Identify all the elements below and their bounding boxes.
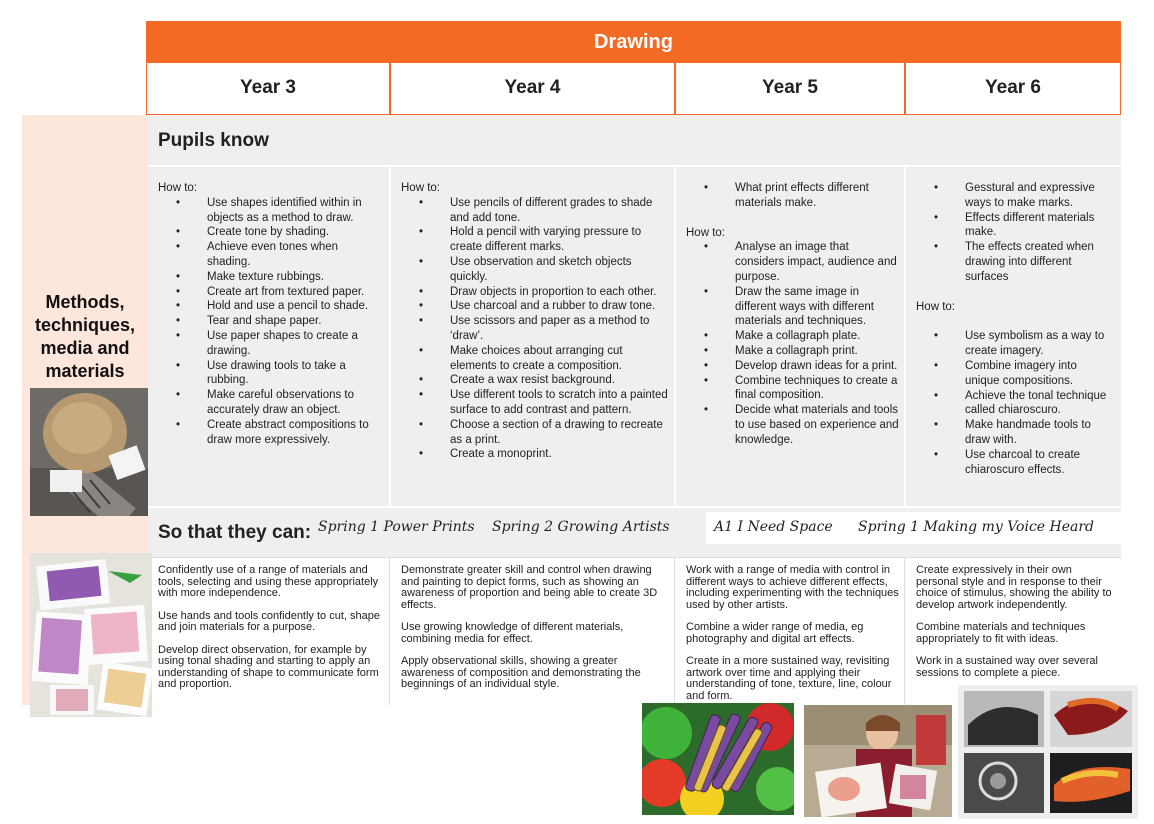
know-pre-list: [686, 181, 900, 211]
can-year4: [401, 565, 667, 702]
can-year5: [686, 565, 900, 713]
how-to-label: How to:: [916, 300, 955, 313]
column-divider: [674, 558, 675, 705]
can-item: Work in a sustained way over several sessions to complete a piece.: [916, 655, 1098, 679]
so-that-label: So that they can:: [158, 522, 312, 543]
list-item: • Make handmade tools to draw with.: [916, 418, 1112, 448]
unit-label: Spring 2 Growing Artists: [492, 519, 670, 535]
list-item: • Draw the same image in different ways with different materials and techniques.: [686, 285, 900, 329]
photo-child-print: [804, 705, 952, 817]
know-pre-list: [916, 181, 1112, 285]
know-year5: [686, 181, 900, 448]
list-item: • Tear and shape paper.: [158, 314, 383, 329]
know-list: [401, 196, 669, 462]
column-divider: [389, 167, 391, 506]
how-to-label: How to:: [158, 182, 197, 194]
list-item: • Make texture rubbings.: [158, 270, 383, 285]
list-item: • Hold and use a pencil to shade.: [158, 299, 383, 314]
column-divider: [904, 167, 906, 506]
list-item: • Make a collagraph plate.: [686, 329, 900, 344]
photo-collage: [642, 703, 794, 815]
know-list: [916, 329, 1112, 477]
list-item: • Draw objects in proportion to each other.: [401, 285, 669, 300]
list-item: • Make careful observations to accurately draw an object.: [158, 388, 383, 418]
unit-label: Spring 1 Making my Voice Heard: [858, 519, 1095, 535]
list-item: • Create a wax resist background.: [401, 373, 669, 388]
list-item: • Use drawing tools to take a rubbing.: [158, 359, 383, 389]
know-list: [158, 196, 383, 448]
know-year3: [158, 181, 383, 447]
list-item: • Combine imagery into unique compositions.: [916, 359, 1112, 389]
rubbings-image: [30, 553, 152, 717]
know-year6: [916, 181, 1112, 477]
unit-label: Spring 1 Power Prints: [318, 519, 475, 535]
list-item: • Make choices about arranging cut elements to create a composition.: [401, 344, 669, 374]
know-list: [686, 240, 900, 447]
photo-rubbings: [30, 553, 152, 717]
page-title: Drawing: [146, 21, 1121, 63]
year-header-6: Year 6: [905, 63, 1121, 115]
can-item: Create expressively in their own personal style and in response to their choice of stimulus, showing the ability to develop artwork independently.: [916, 564, 1112, 611]
list-item: • Use different tools to scratch into a painted surface to add contrast and pattern.: [401, 388, 669, 418]
row-divider: [148, 557, 1121, 558]
list-item: • Create a monoprint.: [401, 447, 669, 462]
list-item: • Effects different materials make.: [916, 211, 1112, 241]
pupils-know-label: Pupils know: [158, 130, 269, 151]
can-year6: [916, 565, 1114, 690]
list-item: • Achieve even tones when shading.: [158, 240, 383, 270]
can-item: Apply observational skills, showing a greater awareness of composition and demonstrating the beginnings of an individual style.: [401, 655, 641, 690]
unit-label: A1 I Need Space: [714, 519, 833, 535]
chiaroscuro-image: [958, 685, 1138, 819]
list-item: • Use observation and sketch objects quickly.: [401, 255, 669, 285]
row-divider: [148, 506, 1121, 508]
can-item: Combine materials and techniques appropriately to fit with ideas.: [916, 621, 1086, 645]
list-item: • Gesstural and expressive ways to make marks.: [916, 181, 1112, 211]
child-print-image: [804, 705, 952, 817]
list-item: • Use charcoal and a rubber to draw tone.: [401, 299, 669, 314]
can-item: Confidently use of a range of materials and tools, selecting and using these appropriately with more independence.: [158, 564, 379, 599]
list-item: • Use shapes identified within in objects as a method to draw.: [158, 196, 383, 226]
list-item: • What print effects different materials make.: [686, 181, 900, 211]
side-label: Methods, techniques, media and materials: [34, 292, 136, 381]
list-item: • Create abstract compositions to draw more expressively.: [158, 418, 383, 448]
year-header-4: Year 4: [390, 63, 675, 115]
list-item: • Achieve the tonal technique called chiaroscuro.: [916, 389, 1112, 419]
can-item: Create in a more sustained way, revisiting artwork over time and applying their understanding of tone, texture, line, colour and form.: [686, 655, 892, 702]
list-item: • Decide what materials and tools to use based on experience and knowledge.: [686, 403, 900, 447]
can-item: Work with a range of media with control in different ways to achieve different effects, including experimenting with the techniques used by other artists.: [686, 564, 899, 611]
list-item: • Analyse an image that considers impact, audience and purpose.: [686, 240, 900, 284]
list-item: • Use charcoal to create chiaroscuro effects.: [916, 448, 1112, 478]
how-to-label: How to:: [686, 226, 725, 239]
list-item: • Create tone by shading.: [158, 225, 383, 240]
list-item: • Combine techniques to create a final composition.: [686, 374, 900, 404]
column-divider: [674, 167, 676, 506]
can-item: Combine a wider range of media, eg photography and digital art effects.: [686, 621, 864, 645]
list-item: • Use symbolism as a way to create imagery.: [916, 329, 1112, 359]
column-divider: [904, 558, 905, 705]
list-item: • Use pencils of different grades to shade and add tone.: [401, 196, 669, 226]
can-year3: [158, 565, 384, 702]
list-item: • Use scissors and paper as a method to ‘draw’.: [401, 314, 669, 344]
photo-child-drawing: [30, 388, 148, 516]
column-divider: [389, 558, 390, 705]
list-item: • Create art from textured paper.: [158, 285, 383, 300]
child-drawing-image: [30, 388, 148, 516]
list-item: • Hold a pencil with varying pressure to create different marks.: [401, 225, 669, 255]
list-item: • The effects created when drawing into different surfaces: [916, 240, 1112, 284]
photo-chiaroscuro: [958, 685, 1138, 819]
can-item: Demonstrate greater skill and control when drawing and painting to depict forms, such as showing an awareness of proportion and being able to create 3D effects.: [401, 564, 658, 611]
how-to-label: How to:: [401, 182, 440, 194]
can-item: Use hands and tools confidently to cut, shape and join materials for a purpose.: [158, 609, 380, 633]
list-item: • Choose a section of a drawing to recreate as a print.: [401, 418, 669, 448]
collage-image: [642, 703, 794, 815]
list-item: • Make a collagraph print.: [686, 344, 900, 359]
row-divider: [148, 165, 1121, 167]
list-item: • Use paper shapes to create a drawing.: [158, 329, 383, 359]
year-header-5: Year 5: [675, 63, 905, 115]
year-header-3: Year 3: [146, 63, 390, 115]
know-year4: [401, 181, 669, 462]
can-item: Develop direct observation, for example by using tonal shading and starting to apply an understanding of shape to communicate form and proportion.: [158, 643, 379, 690]
list-item: • Develop drawn ideas for a print.: [686, 359, 900, 374]
can-item: Use growing knowledge of different materials, combining media for effect.: [401, 621, 624, 645]
